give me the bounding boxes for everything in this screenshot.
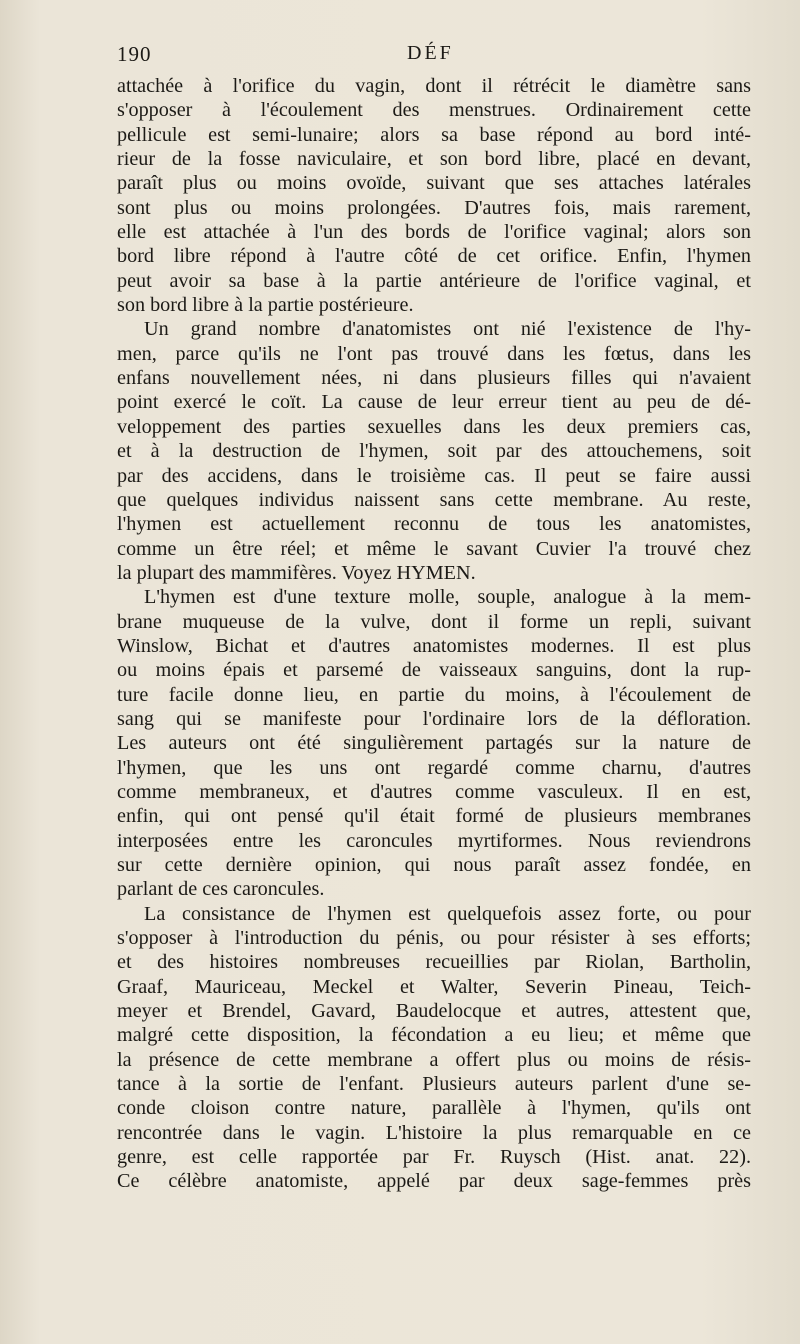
text-line: veloppement des parties sexuelles dans les deux premiers cas, — [117, 415, 751, 438]
text-line: rencontrée dans le vagin. L'histoire la plus remarquable en ce — [117, 1121, 751, 1144]
text-line: sang qui se manifeste pour l'ordinaire lors de la défloration. — [117, 707, 751, 730]
text-line: elle est attachée à l'un des bords de l'orifice vaginal; alors son — [117, 221, 751, 244]
page-header — [117, 42, 749, 70]
text-line: meyer et Brendel, Gavard, Baudelocque et autres, attestent que, — [117, 1000, 751, 1023]
body-text — [117, 74, 751, 1194]
text-line: attachée à l'orifice du vagin, dont il rétrécit le diamètre sans — [117, 75, 751, 97]
text-line: l'hymen, que les uns ont regardé comme charnu, d'autres — [117, 756, 751, 779]
text-line: son bord libre à la partie postérieure. — [117, 294, 414, 317]
text-line: Winslow, Bichat et d'autres anatomistes modernes. Il est plus — [117, 634, 751, 657]
text-line: paraît plus ou moins ovoïde, suivant que ses attaches latérales — [117, 172, 751, 195]
text-line: interposées entre les caroncules myrtiformes. Nous reviendrons — [117, 829, 751, 852]
text-line: Ce célèbre anatomiste, appelé par deux sage-femmes près — [117, 1170, 751, 1193]
text-line: sur cette dernière opinion, qui nous paraît assez fondée, en — [117, 854, 751, 876]
text-line: rieur de la fosse naviculaire, et son bord libre, placé en devant, — [117, 148, 751, 171]
text-line: Graaf, Mauriceau, Meckel et Walter, Severin Pineau, Teich- — [117, 975, 751, 998]
text-line: la présence de cette membrane a offert plus ou moins de résis- — [117, 1048, 751, 1071]
text-line: comme membraneux, et d'autres comme vasculeux. Il en est, — [117, 780, 751, 803]
text-line: ture facile donne lieu, en partie du moins, à l'écoulement de — [117, 683, 751, 706]
text-line: bord libre répond à l'autre côté de cet orifice. Enfin, l'hymen — [117, 245, 751, 268]
text-line: comme un être réel; et même le savant Cuvier l'a trouvé chez — [117, 537, 751, 560]
text-line: point exercé le coït. La cause de leur erreur tient au peu de dé- — [117, 391, 751, 414]
text-line: conde cloison contre nature, parallèle à l'hymen, qu'ils ont — [117, 1097, 751, 1120]
text-line: men, parce qu'ils ne l'ont pas trouvé dans les fœtus, dans les — [117, 342, 751, 365]
text-line: brane muqueuse de la vulve, dont il forme un repli, suivant — [117, 610, 751, 633]
text-line: L'hymen est d'une texture molle, souple, analogue à la mem- — [144, 586, 751, 609]
text-line: tance à la sortie de l'enfant. Plusieurs auteurs parlent d'une se- — [117, 1073, 751, 1096]
text-line: La consistance de l'hymen est quelquefois assez forte, ou pour — [144, 902, 751, 925]
page-number: 190 — [117, 42, 152, 66]
text-line: pellicule est semi-lunaire; alors sa base répond au bord inté- — [117, 123, 751, 146]
text-line: parlant de ces caroncules. — [117, 878, 325, 901]
text-line: et à la destruction de l'hymen, soit par des attouchemens, soit — [117, 440, 751, 463]
text-line: que quelques individus naissent sans cette membrane. Au reste, — [117, 488, 751, 511]
text-line: enfin, qui ont pensé qu'il était formé de plusieurs membranes — [117, 805, 751, 828]
text-line: Un grand nombre d'anatomistes ont nié l'existence de l'hy- — [144, 318, 751, 341]
text-line: par des accidens, dans le troisième cas. Il peut se faire aussi — [117, 464, 751, 487]
text-line: l'hymen est actuellement reconnu de tous les anatomistes, — [117, 513, 751, 536]
text-line: malgré cette disposition, la fécondation a eu lieu; et même que — [117, 1024, 751, 1047]
text-line: Les auteurs ont été singulièrement partagés sur la nature de — [117, 732, 751, 755]
text-line: ou moins épais et parsemé de vaisseaux sanguins, dont la rup- — [117, 659, 751, 682]
text-line: peut avoir sa base à la partie antérieure de l'orifice vaginal, et — [117, 269, 751, 292]
text-line: la plupart des mammifères. Voyez HYMEN. — [117, 561, 476, 584]
text-line: s'opposer à l'écoulement des menstrues. Ordinairement cette — [117, 99, 751, 122]
text-line: genre, est celle rapportée par Fr. Ruysch (Hist. anat. 22). — [117, 1146, 751, 1169]
running-head: DÉF — [407, 42, 454, 64]
text-line: s'opposer à l'introduction du pénis, ou pour résister à ses efforts; — [117, 927, 751, 950]
text-line: et des histoires nombreuses recueillies par Riolan, Bartholin, — [117, 951, 751, 974]
text-line: sont plus ou moins prolongées. D'autres fois, mais rarement, — [117, 196, 751, 219]
text-line: enfans nouvellement nées, ni dans plusieurs filles qui n'avaient — [117, 367, 751, 390]
